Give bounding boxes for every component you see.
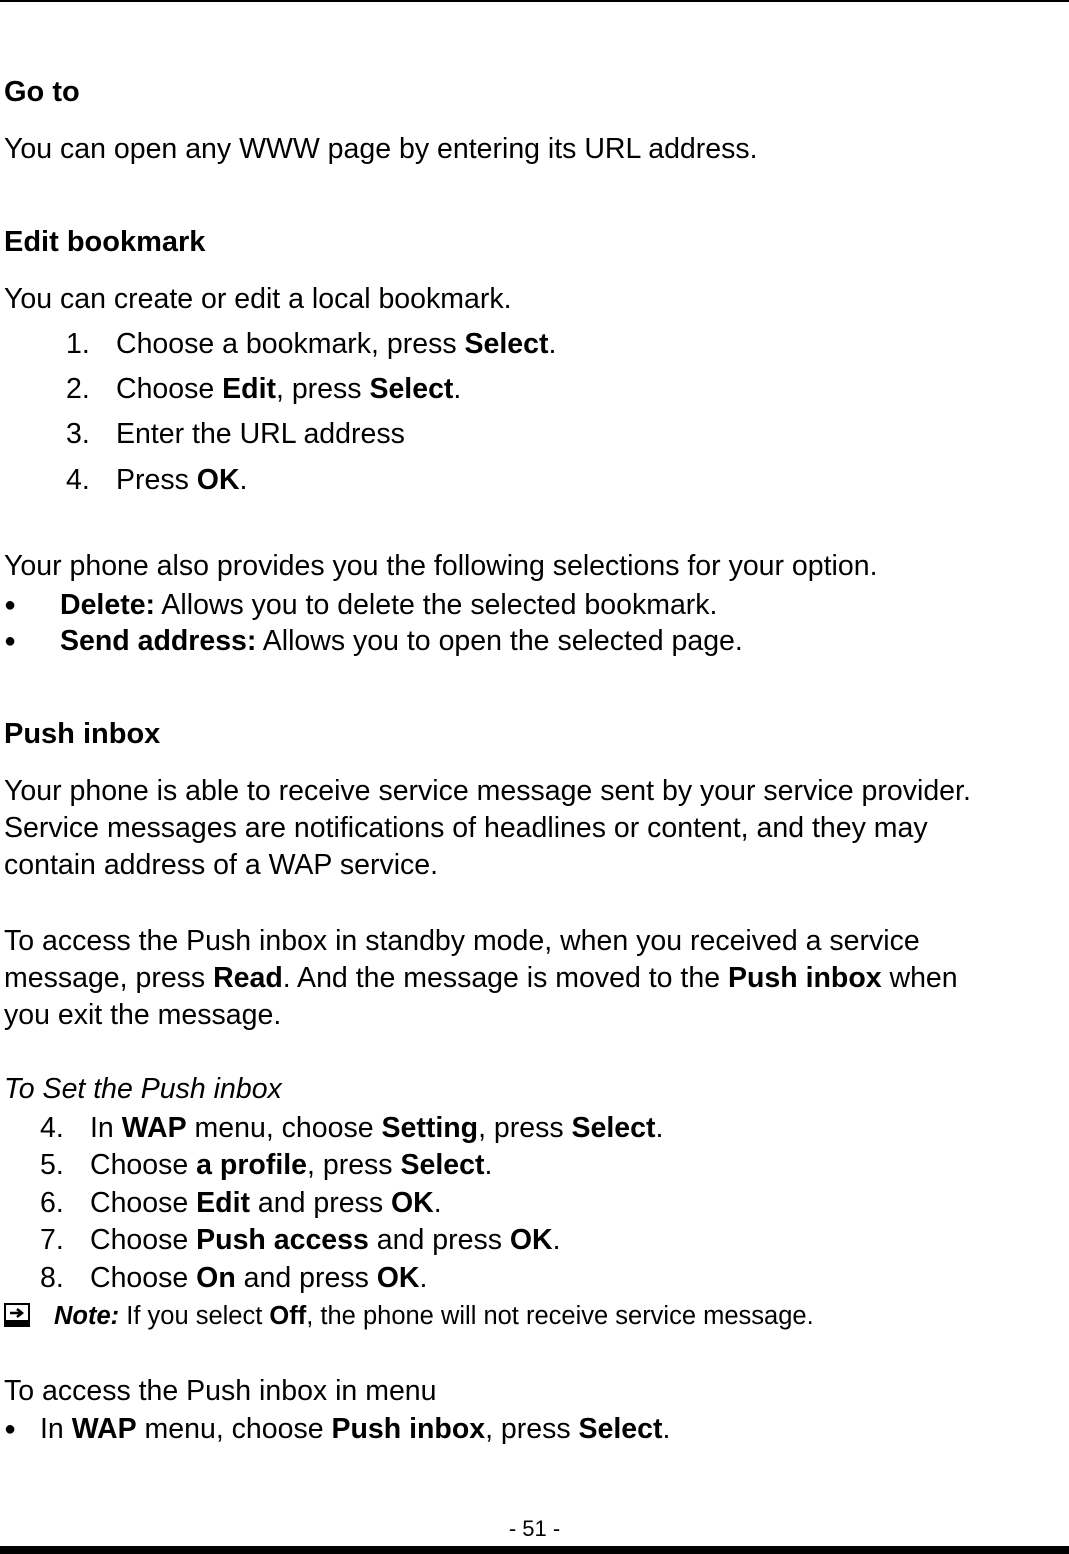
push-inbox-para2-line: message, press Read. And the message is moved to the Push inbox when: [4, 962, 958, 994]
edit-bookmark-intro: You can create or edit a local bookmark.: [4, 283, 512, 315]
step-number: 4.: [40, 1112, 64, 1144]
page-number: - 51 -: [508, 1516, 561, 1541]
note-arrow-icon: [4, 1303, 30, 1327]
step-number: 7.: [40, 1224, 64, 1256]
step-number: 2.: [66, 373, 90, 405]
list-item: In WAP menu, choose Push inbox, press Select.: [40, 1413, 671, 1445]
list-item: Delete: Allows you to delete the selected bookmark.: [60, 589, 718, 621]
options-intro: Your phone also provides you the following selections for your option.: [4, 550, 878, 582]
note-text: Note: If you select Off, the phone will not receive service message.: [54, 1302, 814, 1330]
step-number: 6.: [40, 1187, 64, 1219]
push-inbox-para-line: Service messages are notifications of headlines or content, and they may: [4, 812, 928, 844]
top-rule: [0, 0, 1069, 2]
step-number: 4.: [66, 464, 90, 496]
step-number: 3.: [66, 418, 90, 450]
list-item: Choose a profile, press Select.: [90, 1149, 493, 1181]
list-item: Enter the URL address: [116, 418, 405, 450]
list-item: Choose a bookmark, press Select.: [116, 328, 557, 360]
list-item: In WAP menu, choose Setting, press Select.: [90, 1112, 664, 1144]
goto-text: You can open any WWW page by entering its URL address.: [4, 133, 758, 165]
step-number: 1.: [66, 328, 90, 360]
list-item: Choose Edit, press Select.: [116, 373, 462, 405]
bullet-dot-icon: ●: [4, 594, 17, 616]
list-item: Send address: Allows you to open the selected page.: [60, 625, 743, 657]
goto-heading: Go to: [4, 76, 80, 108]
bullet-dot-icon: ●: [4, 1418, 17, 1440]
list-item: Press OK.: [116, 464, 248, 496]
menu-access-title: To access the Push inbox in menu: [4, 1375, 437, 1407]
bottom-rule: [0, 1546, 1069, 1554]
step-number: 8.: [40, 1262, 64, 1294]
push-inbox-para-line: contain address of a WAP service.: [4, 849, 439, 881]
list-item: Choose On and press OK.: [90, 1262, 428, 1294]
edit-bookmark-heading: Edit bookmark: [4, 226, 206, 258]
push-inbox-para2-line: To access the Push inbox in standby mode, when you received a service: [4, 925, 920, 957]
push-inbox-para-line: Your phone is able to receive service message sent by your service provider.: [4, 775, 971, 807]
bullet-dot-icon: ●: [4, 630, 17, 652]
set-push-inbox-title: To Set the Push inbox: [4, 1073, 282, 1105]
step-number: 5.: [40, 1149, 64, 1181]
list-item: Choose Edit and press OK.: [90, 1187, 442, 1219]
push-inbox-heading: Push inbox: [4, 718, 161, 750]
push-inbox-para2-line: you exit the message.: [4, 999, 282, 1031]
list-item: Choose Push access and press OK.: [90, 1224, 561, 1256]
